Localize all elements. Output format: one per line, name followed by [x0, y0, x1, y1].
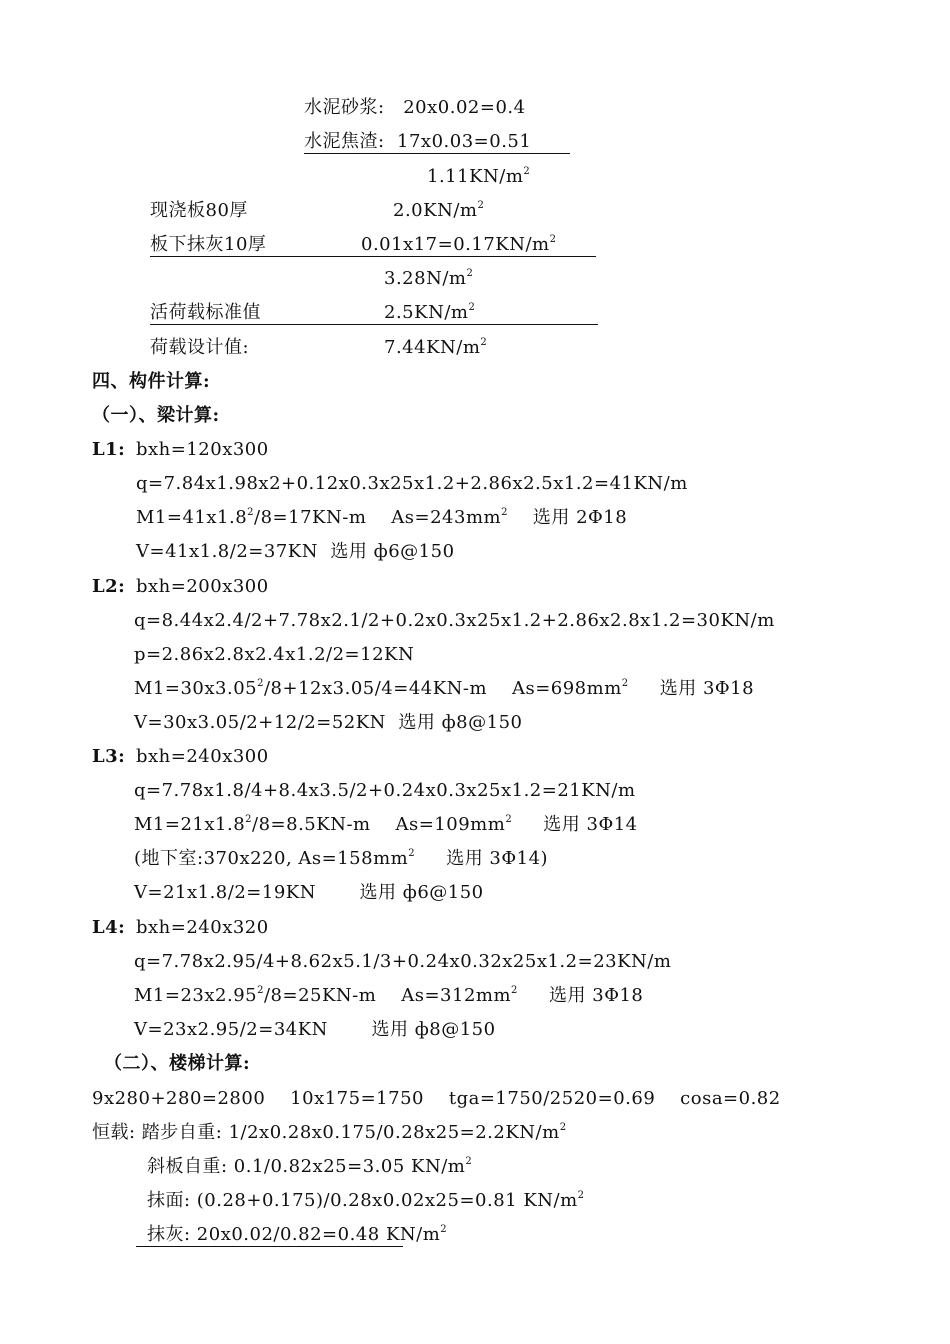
- superscript: 2: [465, 1156, 473, 1167]
- stair-plaster: [147, 1223, 447, 1247]
- live-load-label: 活荷载标准值: [150, 302, 261, 323]
- stair-dead-load: [92, 1121, 567, 1145]
- dead-load-text: 恒载: 踏步自重: 1/2x0.28x0.175/0.28x25=2.2KN/m: [92, 1122, 560, 1143]
- rebar-choice: 选用 2Φ18: [507, 507, 628, 528]
- section-heading-beams: （一）、梁计算:: [92, 405, 220, 426]
- surface-text: 抹面: (0.28+0.175)/0.28x0.02x25=0.81 KN/m: [147, 1190, 578, 1211]
- beam-moment-l3: [134, 813, 638, 837]
- underline-rule: [150, 324, 598, 325]
- slag-line: [304, 130, 531, 154]
- section-heading-components: 四、构件计算:: [92, 371, 211, 392]
- design-load-value-text: 7.44KN/m: [384, 337, 481, 358]
- subtotal-1-value: 1.11KN/m: [427, 166, 524, 187]
- rebar-choice: 选用 3Φ18: [628, 678, 755, 699]
- beam-label-l4: L4:: [92, 917, 126, 938]
- superscript: 2: [408, 848, 416, 859]
- beam-shear-l2: V=30x3.05/2+12/2=52KN 选用 ф8@150: [134, 712, 523, 733]
- slab-label: 现浇板80厚: [150, 200, 248, 221]
- superscript: 2: [501, 507, 508, 518]
- beam-size-l4: bxh=240x320: [136, 917, 269, 938]
- basement-part: (地下室:370x220, As=158mm: [134, 848, 409, 869]
- slab-value-text: 2.0KN/m: [393, 200, 478, 221]
- slag-label: 水泥焦渣:: [304, 131, 385, 152]
- superscript: 2: [549, 234, 557, 245]
- superscript: 2: [468, 302, 476, 313]
- moment-part: /8=17KN-m As=243mm: [254, 507, 502, 528]
- rebar-choice: 选用 3Φ14: [512, 814, 638, 835]
- subtotal-2: [384, 267, 473, 291]
- plaster-label: 板下抹灰10厚: [150, 234, 267, 255]
- beam-load-l4: q=7.78x2.95/4+8.62x5.1/3+0.24x0.32x25x1.2=23KN/m: [134, 951, 672, 972]
- beam-basement-l3: [134, 847, 548, 871]
- beam-label-l2: L2:: [92, 576, 126, 597]
- superscript: 2: [577, 1190, 585, 1201]
- beam-label-l3: L3:: [92, 746, 126, 767]
- subtotal-2-value: 3.28N/m: [384, 268, 467, 289]
- live-load-value: [384, 301, 475, 325]
- mortar-line: 水泥砂浆: 20x0.02=0.4: [304, 97, 526, 118]
- moment-part: M1=30x3.05: [134, 678, 258, 699]
- moment-part: M1=41x1.8: [136, 507, 248, 528]
- section-heading-stairs: （二）、楼梯计算:: [104, 1053, 251, 1074]
- moment-part: /8+12x3.05/4=44KN-m As=698mm: [263, 678, 622, 699]
- superscript: 2: [257, 985, 264, 996]
- design-load-value: [384, 336, 487, 360]
- underline-rule: [150, 256, 596, 257]
- beam-label-l1: L1:: [92, 439, 126, 460]
- plaster-value-text: 0.01x17=0.17KN/m: [361, 234, 550, 255]
- moment-part: M1=23x2.95: [134, 985, 258, 1006]
- rebar-choice: 选用 3Φ18: [517, 985, 644, 1006]
- beam-size-l3: bxh=240x300: [136, 746, 269, 767]
- superscript: 2: [621, 678, 629, 689]
- superscript: 2: [247, 507, 255, 518]
- beam-shear-l1: V=41x1.8/2=37KN 选用 ф6@150: [136, 541, 455, 562]
- beam-point-load-l2: p=2.86x2.8x2.4x1.2/2=12KN: [134, 644, 415, 665]
- subtotal-1: [427, 165, 530, 189]
- beam-size-l1: bxh=120x300: [136, 439, 269, 460]
- beam-load-l1: q=7.84x1.98x2+0.12x0.3x25x1.2+2.86x2.5x1.2=41KN/m: [136, 473, 688, 494]
- beam-shear-l4: V=23x2.95/2=34KN 选用 ф8@150: [134, 1019, 496, 1040]
- moment-part: /8=8.5KN-m As=109mm: [252, 814, 506, 835]
- plaster-text: 抹灰: 20x0.02/0.82=0.48: [147, 1224, 380, 1245]
- underline-rule: [304, 153, 570, 154]
- slab-value: [393, 199, 484, 223]
- superscript: 2: [559, 1122, 567, 1133]
- stair-slab-weight: [147, 1155, 472, 1179]
- plaster-unit: KN/m: [379, 1224, 441, 1245]
- plaster-value: [361, 233, 557, 257]
- moment-part: /8=25KN-m As=312mm: [263, 985, 512, 1006]
- design-load-label: 荷载设计值:: [150, 337, 250, 358]
- beam-size-l2: bxh=200x300: [136, 576, 269, 597]
- beam-shear-l3: V=21x1.8/2=19KN 选用 ф6@150: [134, 882, 484, 903]
- beam-moment-l2: [134, 677, 754, 701]
- moment-part: M1=21x1.8: [134, 814, 246, 835]
- superscript: 2: [480, 337, 488, 348]
- slag-value: 17x0.03=0.51: [384, 131, 532, 152]
- slab-weight-text: 斜板自重: 0.1/0.82x25=3.05 KN/m: [147, 1156, 466, 1177]
- beam-load-l2: q=8.44x2.4/2+7.78x2.1/2+0.2x0.3x25x1.2+2.86x2.8x1.2=30KN/m: [134, 610, 775, 631]
- superscript: 2: [466, 268, 474, 279]
- superscript: 2: [440, 1224, 448, 1235]
- beam-load-l3: q=7.78x1.8/4+8.4x3.5/2+0.24x0.3x25x1.2=21KN/m: [134, 780, 636, 801]
- superscript: 2: [523, 166, 531, 177]
- underline-rule: [136, 1246, 403, 1247]
- stair-geometry: 9x280+280=2800 10x175=1750 tga=1750/2520=0.69 cosa=0.82: [92, 1088, 781, 1109]
- beam-moment-l4: [134, 984, 643, 1008]
- superscript: 2: [505, 814, 513, 825]
- superscript: 2: [245, 814, 253, 825]
- superscript: 2: [477, 200, 485, 211]
- superscript: 2: [511, 985, 518, 996]
- live-load-value-text: 2.5KN/m: [384, 302, 469, 323]
- beam-moment-l1: [136, 506, 627, 530]
- basement-part: 选用 3Φ14): [415, 848, 549, 869]
- superscript: 2: [257, 678, 264, 689]
- stair-surface: [147, 1189, 585, 1213]
